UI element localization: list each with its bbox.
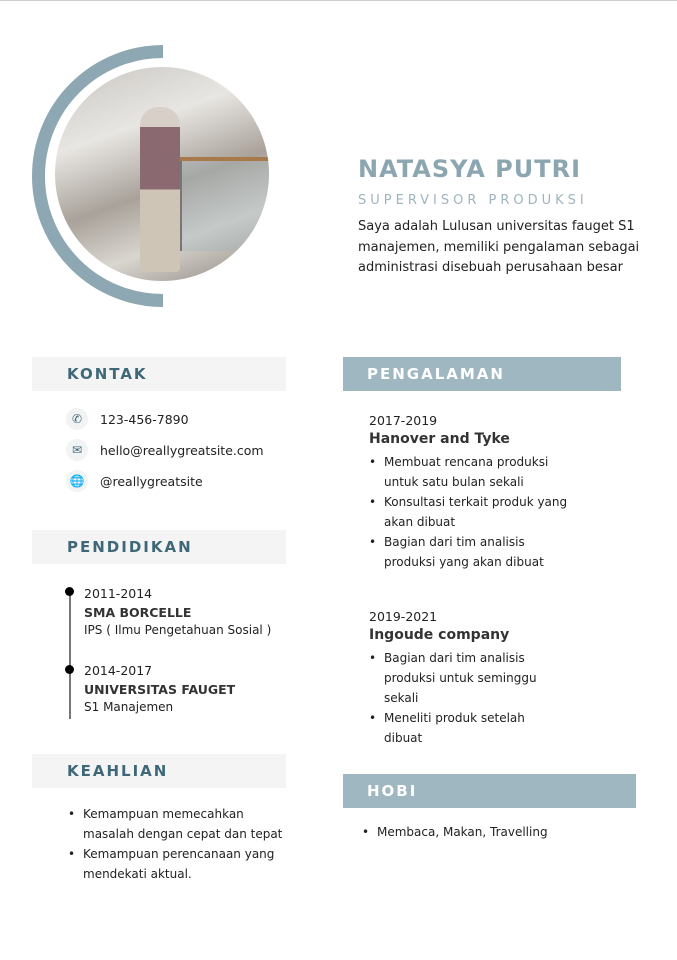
exp-years: 2017-2019 xyxy=(369,413,438,428)
role: SUPERVISOR PRODUKSI xyxy=(358,193,588,208)
email-text: hello@reallygreatsite.com xyxy=(100,442,264,458)
timeline-line xyxy=(69,589,71,719)
education-item xyxy=(84,663,235,714)
skill-item: • Kemampuan perencanaan yang mendekati aktual. xyxy=(68,844,283,884)
experience-item xyxy=(369,413,579,572)
education-item xyxy=(84,586,271,637)
edu-school: UNIVERSITAS FAUGET xyxy=(84,682,236,697)
edu-major: S1 Manajemen xyxy=(84,700,174,714)
pengalaman-heading: PENGALAMAN xyxy=(343,357,621,391)
pendidikan-heading: PENDIDIKAN xyxy=(32,530,286,564)
kontak-heading: KONTAK xyxy=(32,357,286,391)
keahlian-heading: KEAHLIAN xyxy=(32,754,286,788)
exp-company: Hanover and Tyke xyxy=(369,431,510,447)
hobi-heading: HOBI xyxy=(343,774,636,808)
edu-years: 2011-2014 xyxy=(84,586,153,601)
edu-years: 2014-2017 xyxy=(84,663,153,678)
name: NATASYA PUTRI xyxy=(358,155,582,183)
summary: Saya adalah Lulusan universitas fauget S1 manajemen, memiliki pengalaman sebagai administrasi disebuah perusahaan besar xyxy=(358,219,640,275)
exp-company: Ingoude company xyxy=(369,627,510,643)
profile-photo xyxy=(55,67,269,281)
contact-phone xyxy=(66,408,189,430)
exp-point: • Bagian dari tim analisis produksi yang akan dibuat xyxy=(369,532,579,572)
exp-point: • Konsultasi terkait produk yang akan dibuat xyxy=(369,492,579,532)
edu-major: IPS ( Ilmu Pengetahuan Sosial ) xyxy=(84,623,272,637)
exp-point: • Meneliti produk setelah dibuat xyxy=(369,708,559,748)
skill-item: • Kemampuan memecahkan masalah dengan cepat dan tepat xyxy=(68,804,283,844)
timeline-dot xyxy=(65,587,74,596)
experience-item xyxy=(369,609,559,748)
globe-icon: 🌐 xyxy=(66,470,88,492)
contact-social xyxy=(66,470,203,492)
phone-text: 123-456-7890 xyxy=(100,411,189,427)
timeline-dot xyxy=(65,665,74,674)
phone-icon: ✆ xyxy=(66,408,88,430)
exp-point: • Membuat rencana produksi untuk satu bulan sekali xyxy=(369,452,579,492)
contact-email xyxy=(66,439,264,461)
exp-point: • Bagian dari tim analisis produksi untuk seminggu sekali xyxy=(369,648,559,708)
exp-years: 2019-2021 xyxy=(369,609,438,624)
hobby-item: • Membaca, Makan, Travelling xyxy=(362,822,622,842)
edu-school: SMA BORCELLE xyxy=(84,605,192,620)
social-text: @reallygreatsite xyxy=(100,473,203,489)
envelope-icon: ✉ xyxy=(66,439,88,461)
hobby-list xyxy=(362,822,622,842)
skills-list xyxy=(68,804,283,884)
